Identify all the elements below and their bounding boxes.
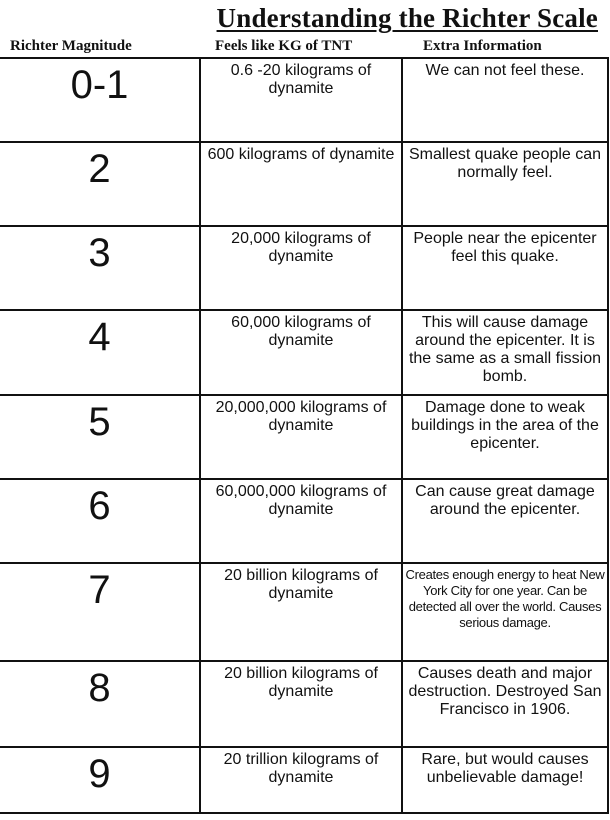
header-magnitude: Richter Magnitude — [10, 38, 132, 54]
tnt-cell: 20,000 kilograms of dynamite — [200, 226, 402, 310]
magnitude-cell: 5 — [0, 395, 200, 479]
tnt-cell: 20 trillion kilograms of dynamite — [200, 747, 402, 813]
table-row — [0, 395, 608, 479]
magnitude-cell: 2 — [0, 142, 200, 226]
magnitude-cell: 7 — [0, 563, 200, 661]
tnt-cell: 20 billion kilograms of dynamite — [200, 661, 402, 747]
table-row — [0, 479, 608, 563]
page-title — [0, 2, 610, 34]
table-row — [0, 226, 608, 310]
tnt-cell: 60,000,000 kilograms of dynamite — [200, 479, 402, 563]
info-cell: Can cause great damage around the epicenter. — [402, 479, 608, 563]
info-cell: We can not feel these. — [402, 58, 608, 142]
info-cell: Smallest quake people can normally feel. — [402, 142, 608, 226]
info-cell: This will cause damage around the epicenter. It is the same as a small fission bomb. — [402, 310, 608, 395]
magnitude-cell: 9 — [0, 747, 200, 813]
magnitude-cell: 6 — [0, 479, 200, 563]
tnt-cell: 0.6 -20 kilograms of dynamite — [200, 58, 402, 142]
richter-table — [0, 57, 609, 814]
magnitude-cell: 0-1 — [0, 58, 200, 142]
table-row — [0, 563, 608, 661]
info-cell: Creates enough energy to heat New York City for one year. Can be detected all over the world. Causes serious damage. — [402, 563, 608, 661]
tnt-cell: 600 kilograms of dynamite — [200, 142, 402, 226]
info-cell: Rare, but would causes unbelievable damage! — [402, 747, 608, 813]
info-cell: Causes death and major destruction. Destroyed San Francisco in 1906. — [402, 661, 608, 747]
tnt-cell: 60,000 kilograms of dynamite — [200, 310, 402, 395]
page-title-text: Understanding the Richter Scale — [216, 3, 598, 33]
magnitude-cell: 4 — [0, 310, 200, 395]
info-cell: Damage done to weak buildings in the area of the epicenter. — [402, 395, 608, 479]
table-row — [0, 661, 608, 747]
table-row — [0, 747, 608, 813]
header-info: Extra Information — [423, 38, 542, 54]
info-cell: People near the epicenter feel this quake. — [402, 226, 608, 310]
tnt-cell: 20,000,000 kilograms of dynamite — [200, 395, 402, 479]
table-row — [0, 310, 608, 395]
table-row — [0, 58, 608, 142]
tnt-cell: 20 billion kilograms of dynamite — [200, 563, 402, 661]
magnitude-cell: 8 — [0, 661, 200, 747]
magnitude-cell: 3 — [0, 226, 200, 310]
table-row — [0, 142, 608, 226]
column-headers — [0, 38, 610, 58]
header-tnt: Feels like KG of TNT — [215, 38, 353, 54]
